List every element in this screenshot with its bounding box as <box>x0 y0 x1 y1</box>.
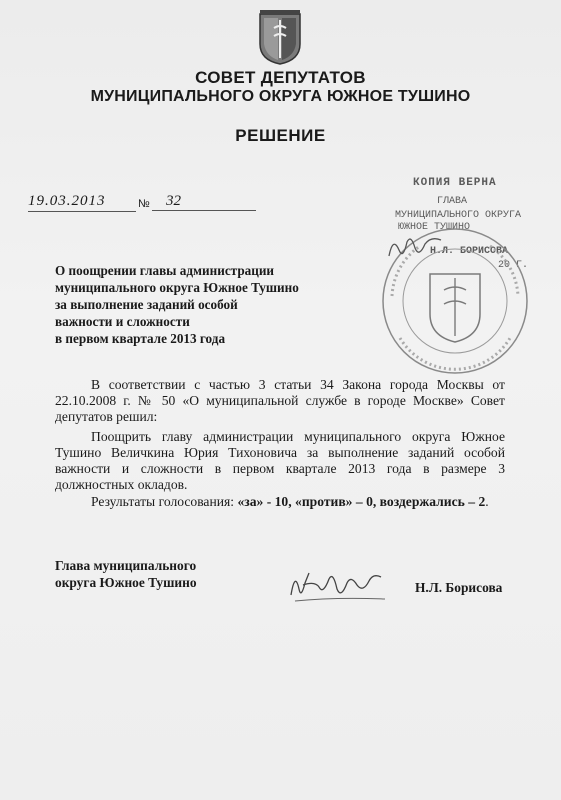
voting-values: «за» - 10, «против» – 0, воздержались – 2 <box>237 494 486 509</box>
signatory-name: Н.Л. Борисова <box>415 580 503 595</box>
voting-label: Результаты голосования: <box>91 494 238 509</box>
voting-results-paragraph <box>55 494 505 510</box>
subject-line: важности и сложности <box>55 314 190 329</box>
subject-line: за выполнение заданий особой <box>55 297 238 312</box>
coat-of-arms-icon <box>256 10 304 66</box>
stamp-certified-line: КОПИЯ ВЕРНА <box>413 177 497 189</box>
stamp-district-name: ЮЖНОЕ ТУШИНО <box>398 222 471 233</box>
decision-subject <box>55 262 345 347</box>
district-title: МУНИЦИПАЛЬНОГО ОКРУГА ЮЖНОЕ ТУШИНО <box>90 88 471 105</box>
legal-basis-paragraph: В соответствии с частью 3 статьи 34 Закона города Москвы от 22.10.2008 г. № 50 «О муниципальной службе в городе Москве» Совет депутатов решил: <box>55 377 505 424</box>
document-date: 19.03.2013 <box>28 193 136 212</box>
handwritten-signature <box>285 565 395 605</box>
stamp-handwritten-signature <box>385 230 445 264</box>
stamp-name-line: Н.Л. БОРИСОВА <box>430 246 509 257</box>
stamp-year-line: 20 Г. <box>498 260 529 271</box>
stamp-position-line: ГЛАВА <box>437 196 468 207</box>
signatory-title <box>55 557 255 591</box>
subject-line: в первом квартале 2013 года <box>55 331 226 346</box>
subject-line: муниципального округа Южное Тушино <box>55 280 299 295</box>
document-type: РЕШЕНИЕ <box>235 126 326 145</box>
document-number: 32 <box>152 193 256 211</box>
signatory-title-line: округа Южное Тушино <box>55 575 197 590</box>
signatory-title-line: Глава муниципального <box>55 558 197 573</box>
council-title: СОВЕТ ДЕПУТАТОВ <box>195 68 366 87</box>
number-label: № <box>138 198 150 210</box>
decision-paragraph: Поощрить главу администрации муниципального округа Южное Тушино Величкина Юрия Тихоновича за выполнение заданий особой важности и сложности в первом квартале 2013 года в размере 3 должностных окладов. <box>55 429 505 492</box>
stamp-district-line: МУНИЦИПАЛЬНОГО ОКРУГА <box>395 210 522 221</box>
subject-line: О поощрении главы администрации <box>55 263 275 278</box>
voting-period: . <box>485 494 489 509</box>
